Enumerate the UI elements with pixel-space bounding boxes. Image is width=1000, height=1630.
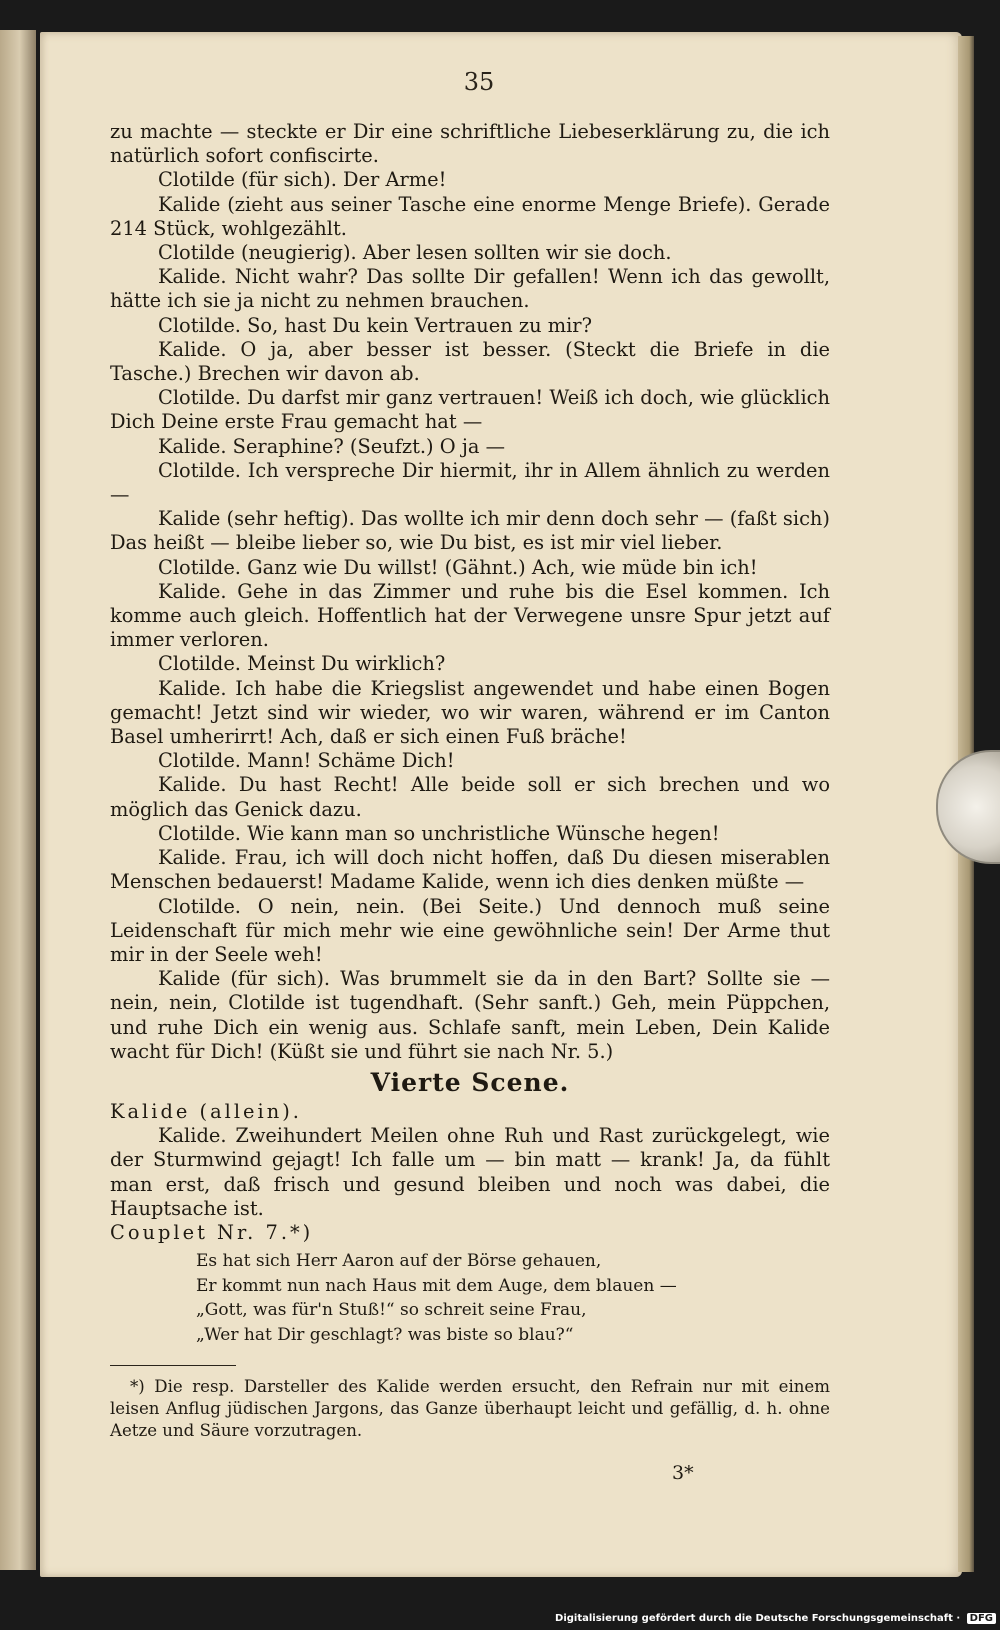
page-number: 35 bbox=[463, 68, 495, 96]
dialogue-paragraph: Kalide. Frau, ich will doch nicht hoffen, daß Du diesen miserablen Menschen bedauerst! Madame Kalide, wenn ich dies denken müßte — bbox=[110, 846, 830, 894]
left-page-edge bbox=[0, 30, 36, 1570]
dialogue-paragraph: Kalide. Ich habe die Kriegslist angewendet und habe einen Bogen gemacht! Jetzt sind wir wieder, wo wir waren, während er im Canton Basel umherirrt! Ach, daß er sich einen Fuß bräche! bbox=[110, 676, 830, 749]
dialogue-paragraph: Kalide (für sich). Was brummelt sie da in den Bart? Sollte sie — nein, nein, Clotilde ist tugendhaft. (Sehr sanft.) Geh, mein Püppchen, und ruhe Dich ein wenig aus. Schlafe sanft, mein Leben, Dein Kalide wacht für Dich! (Küßt sie und führt sie nach Nr. 5.) bbox=[110, 967, 830, 1063]
dialogue-paragraph: zu machte — steckte er Dir eine schriftliche Liebeserklärung zu, die ich natürlich sofort confiscirte. bbox=[110, 120, 830, 168]
dialogue-paragraph: Kalide. O ja, aber besser ist besser. (Steckt die Briefe in die Tasche.) Brechen wir davon ab. bbox=[110, 337, 830, 386]
dfg-badge: DFG bbox=[967, 1613, 996, 1624]
monologue: Kalide. Zweihundert Meilen ohne Ruh und Rast zurückgelegt, wie der Sturmwind gejagt! Ich falle um — bin matt — krank! Ja, da fühlt man erst, daß frisch und gesund bleiben und noch was dabei, die Hauptsache ist. bbox=[110, 1124, 830, 1220]
credit-text: Digitalisierung gefördert durch die Deutsche Forschungsgemeinschaft · bbox=[555, 1613, 961, 1624]
scene-title: Vierte Scene. bbox=[370, 1067, 570, 1097]
page-text bbox=[110, 120, 830, 1442]
dialogue-paragraph: Clotilde (für sich). Der Arme! bbox=[158, 168, 447, 192]
couplet-title: Couplet Nr. 7.*) bbox=[110, 1220, 314, 1244]
song-line: Er kommt nun nach Haus mit dem Auge, dem blauen — bbox=[196, 1275, 677, 1296]
dialogue-paragraph: Kalide. Du hast Recht! Alle beide soll er sich brechen und wo möglich das Genick dazu. bbox=[110, 773, 830, 821]
dialogue-paragraph: Clotilde. Wie kann man so unchristliche Wünsche hegen! bbox=[158, 821, 720, 845]
footnote-rule bbox=[110, 1365, 236, 1366]
dialogue-paragraph: Clotilde. Meinst Du wirklich? bbox=[158, 652, 446, 676]
dialogue-paragraph: Clotilde. O nein, nein. (Bei Seite.) Und dennoch muß seine Leidenschaft für mich mehr wie eine gewöhnliche sein! Der Arme thut mir in der Seele weh! bbox=[110, 894, 830, 966]
dialogue-block bbox=[110, 120, 830, 1064]
song-line: „Wer hat Dir geschlagt? was biste so blau?“ bbox=[196, 1324, 574, 1345]
dialogue-paragraph: Kalide (zieht aus seiner Tasche eine enorme Menge Briefe). Gerade 214 Stück, wohlgezählt. bbox=[110, 192, 830, 240]
signature-mark: 3* bbox=[672, 1462, 694, 1484]
dialogue-paragraph: Clotilde (neugierig). Aber lesen sollten wir sie doch. bbox=[158, 241, 672, 265]
footnote: *) Die resp. Darsteller des Kalide werden ersucht, den Refrain nur mit einem leisen Anflug jüdischen Jargons, das Ganze überhaupt leicht und gefällig, d. h. ohne Aetze und Säure vorzutragen. bbox=[110, 1377, 830, 1441]
dialogue-paragraph: Kalide. Gehe in das Zimmer und ruhe bis die Esel kommen. Ich komme auch gleich. Hoffentlich hat der Verwegene unsre Spur jetzt auf immer verloren. bbox=[110, 579, 830, 652]
song-lines bbox=[196, 1249, 830, 1347]
digitization-credit bbox=[555, 1613, 996, 1624]
dialogue-paragraph: Kalide (sehr heftig). Das wollte ich mir denn doch sehr — (faßt sich) Das heißt — bleibe lieber so, wie Du bist, es ist mir viel lieber. bbox=[110, 507, 830, 555]
dialogue-paragraph: Kalide. Seraphine? (Seufzt.) O ja — bbox=[158, 434, 505, 458]
song-line: „Gott, was für'n Stuß!“ so schreit seine Frau, bbox=[196, 1300, 587, 1321]
dialogue-paragraph: Kalide. Nicht wahr? Das sollte Dir gefallen! Wenn ich das gewollt, hätte ich sie ja nicht zu nehmen brauchen. bbox=[110, 265, 830, 313]
dialogue-paragraph: Clotilde. Ganz wie Du willst! (Gähnt.) Ach, wie müde bin ich! bbox=[158, 555, 758, 579]
dialogue-paragraph: Clotilde. Du darfst mir ganz vertrauen! Weiß ich doch, wie glücklich Dich Deine erste Frau gemacht hat — bbox=[110, 386, 830, 434]
scene-speaker: Kalide (allein). bbox=[110, 1099, 302, 1123]
dialogue-paragraph: Clotilde. Ich verspreche Dir hiermit, ihr in Allem ähnlich zu werden — bbox=[110, 458, 830, 507]
song-line: Es hat sich Herr Aaron auf der Börse gehauen, bbox=[196, 1251, 602, 1272]
dialogue-paragraph: Clotilde. Mann! Schäme Dich! bbox=[158, 749, 455, 773]
dialogue-paragraph: Clotilde. So, hast Du kein Vertrauen zu mir? bbox=[158, 313, 592, 337]
